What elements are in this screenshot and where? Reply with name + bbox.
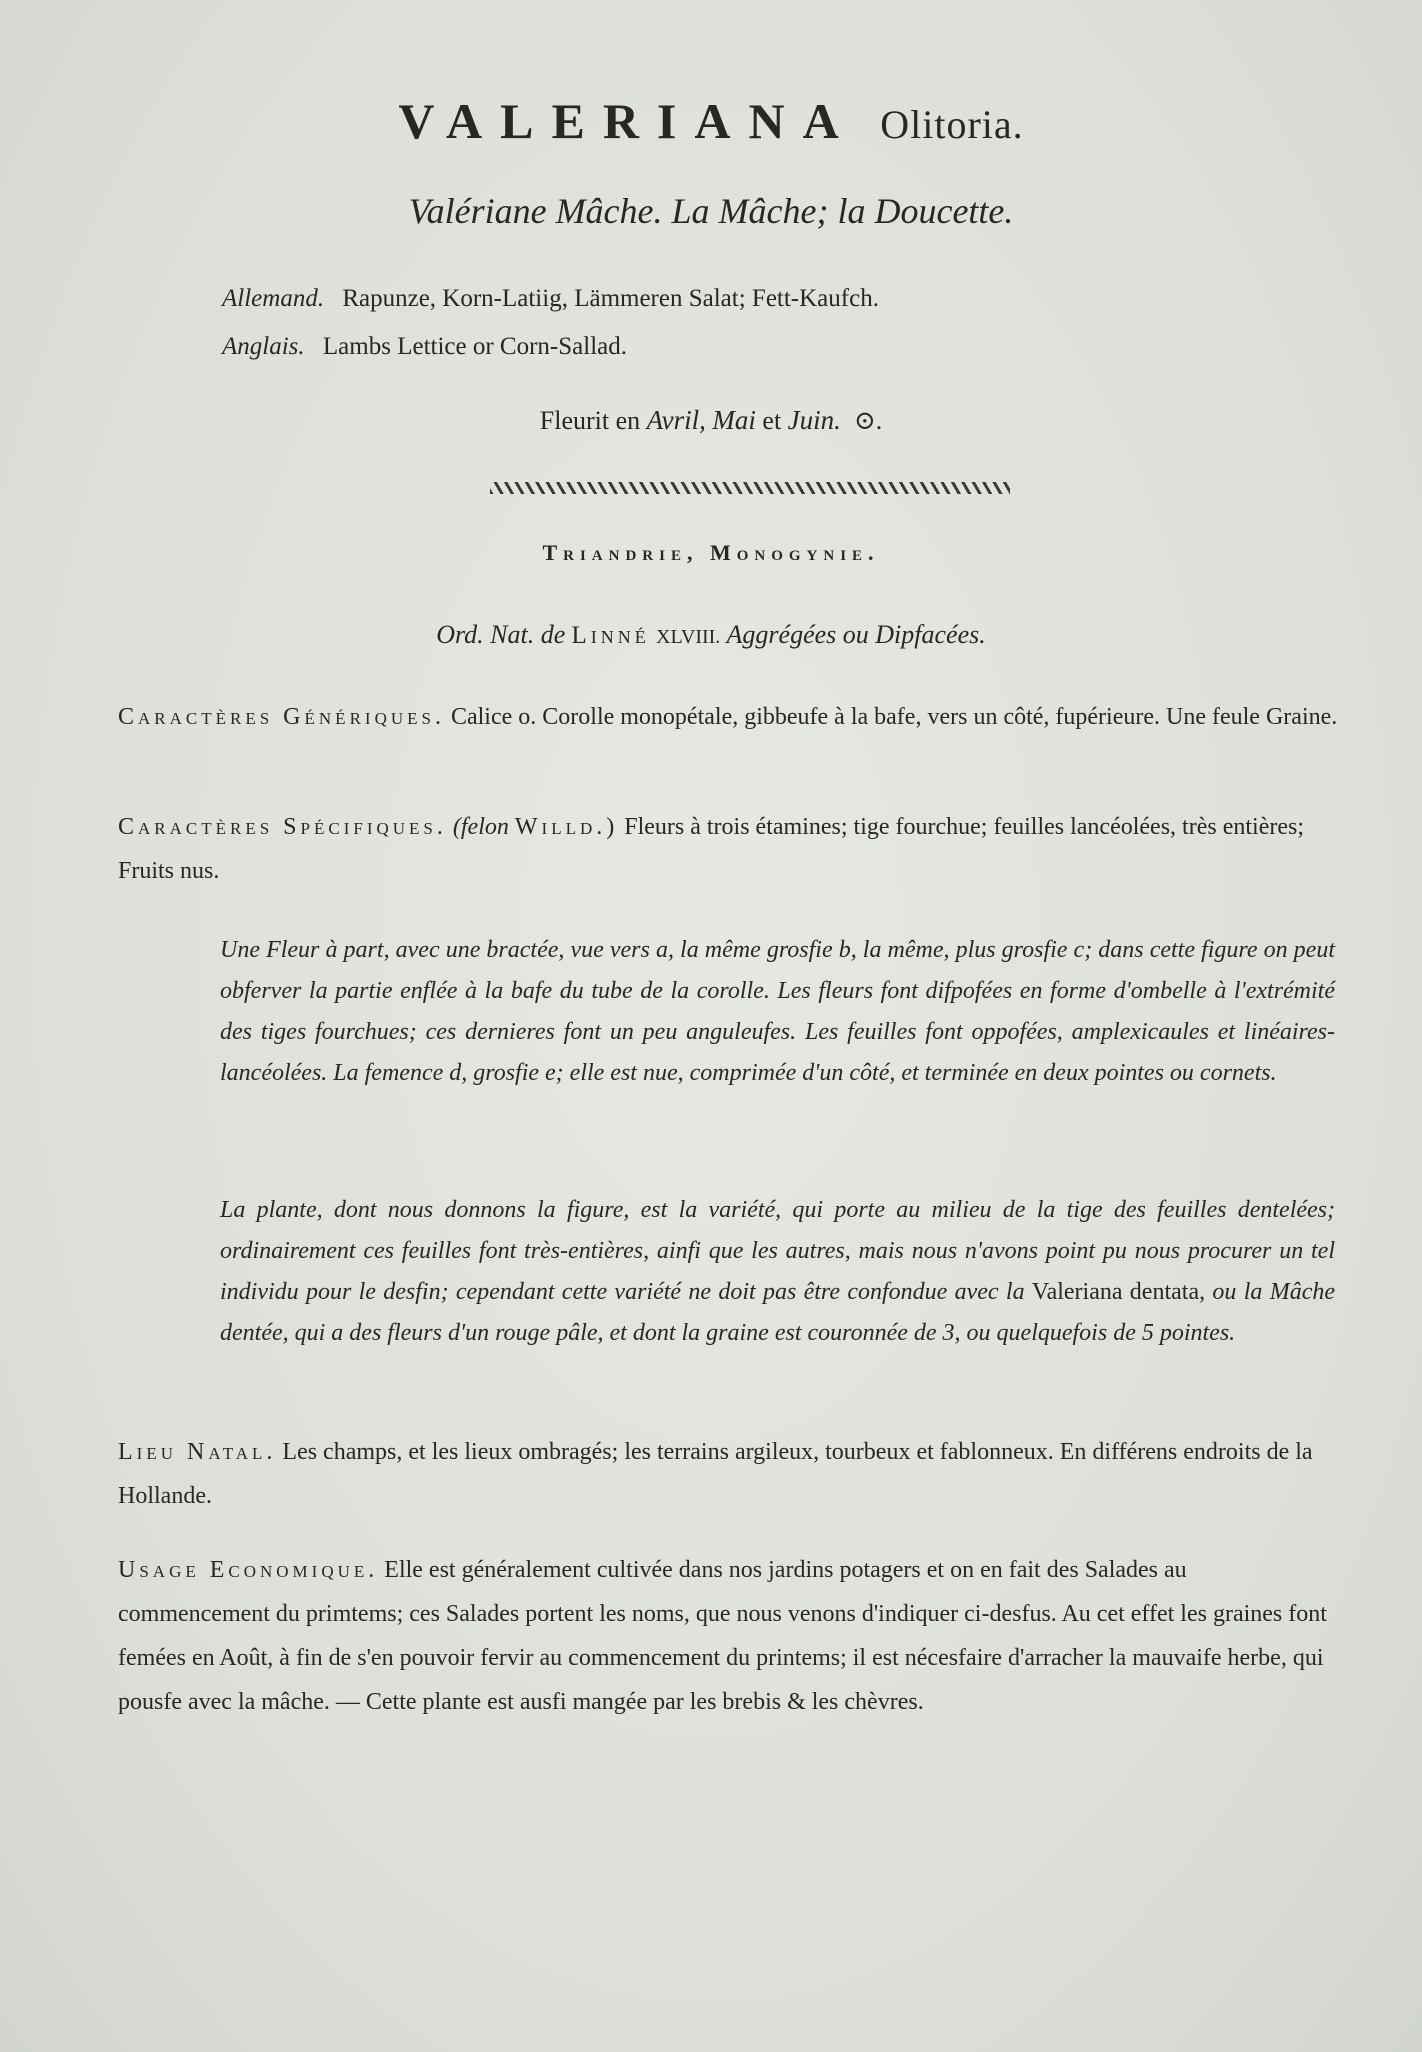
family-name: Aggrégées ou Dipfacées. (726, 620, 986, 649)
variety-text-b: ou la Mâche dentée, qui a des fleurs d'un rouge pâle, et dont la graine est couronnée de 3, ou quelquefois de 5 pointes. (220, 1279, 1336, 1346)
month-april: Avril, (646, 405, 706, 435)
specific-text: Fleurs à trois étamines; tige fourchue; feuilles lancéolées, très entières; Fruits nus. (118, 814, 1304, 884)
specific-ref: (felon (452, 814, 509, 840)
english-names: Lambs Lettice or Corn-Sallad. (322, 333, 627, 360)
generic-text: Calice o. Corolle monopétale, gibbeufe à la bafe, vers un côté, fupérieure. Une feule Graine. (450, 704, 1338, 730)
habitat-label: Lieu Natal. (118, 1439, 277, 1465)
species-name: Olitoria. (880, 102, 1024, 147)
month-june: Juin. (787, 405, 841, 435)
willd-ref: Willd.) (514, 814, 619, 840)
generic-label: Caractères Génériques. (118, 704, 445, 730)
linne-number: XLVIII. (656, 626, 721, 648)
flowering-prefix: Fleurit en (539, 406, 641, 435)
variety-species: Valeriana dentata, (1031, 1279, 1206, 1305)
ord-nat-prefix: Ord. Nat. de (436, 620, 566, 649)
english-label: Anglais. (222, 333, 305, 360)
page-title (0, 92, 1422, 150)
description-variety (220, 1190, 1335, 1354)
month-may: Mai (712, 405, 756, 435)
german-names-line (222, 285, 879, 313)
economic-usage (118, 1548, 1338, 1724)
annual-symbol: ⊙. (853, 406, 883, 435)
linne-name: Linné (571, 622, 650, 649)
german-label: Allemand. (222, 285, 325, 312)
english-names-line (222, 333, 627, 361)
natural-order (0, 620, 1422, 650)
generic-characters (118, 695, 1338, 739)
specific-label: Caractères Spécifiques. (118, 814, 447, 840)
genus-name: VALERIANA (398, 93, 857, 149)
flowering-conj: et (762, 406, 782, 435)
usage-text: Elle est généralement cultivée dans nos jardins potagers et on en fait des Salades au commencement du primtems; ces Salades portent les noms, que nous venons d'indiquer ci-desfus. Au cet effet les graines font femées en Août, à fin de s'en pouvoir fervir au commencement du printems; il est nécesfaire d'arracher la mauvaife herbe, qui pousfe avec la mâche. — Cette plante est ausfi mangée par les brebis & les chèvres. (118, 1557, 1327, 1715)
usage-label: Usage Economique. (118, 1557, 379, 1583)
description-figure: Une Fleur à part, avec une bractée, vue vers a, la même grosfie b, la même, plus grosfie c; dans cette figure on peut obferver la partie enflée à la bafe du tube de la corolle. Les fleurs font difpofées en forme d'ombelle à l'extrémité des tiges fourchues; ces dernieres font un peu anguleufes. Les feuilles font oppofées, amplexicaules et linéaires-lancéolées. La femence d, grosfie e; elle est nue, comprimée d'un côté, et terminée en deux pointes ou cornets. (220, 937, 1335, 1086)
linnaean-class: Triandrie, Monogynie. (542, 540, 880, 565)
ornamental-rule (490, 482, 1010, 494)
german-names: Rapunze, Korn-Latiig, Lämmeren Salat; Fett-Kaufch. (342, 285, 879, 312)
variety-text-a: La plante, dont nous donnons la figure, est la variété, qui porte au milieu de la tige des feuilles dentelées; ordinairement ces feuilles font très-entières, ainfi que les autres, mais nous n'avons point pu nous procurer un tel individu pour le desfin; cependant cette variété ne doit pas être confondue avec la (220, 1197, 1335, 1305)
french-names: Valériane Mâche. La Mâche; la Doucette. (408, 191, 1014, 231)
flowering-period (0, 405, 1422, 436)
habitat (118, 1430, 1338, 1518)
habitat-text: Les champs, et les lieux ombragés; les terrains argileux, tourbeux et fablonneux. En différens endroits de la Hollande. (118, 1439, 1313, 1509)
specific-characters (118, 805, 1338, 893)
